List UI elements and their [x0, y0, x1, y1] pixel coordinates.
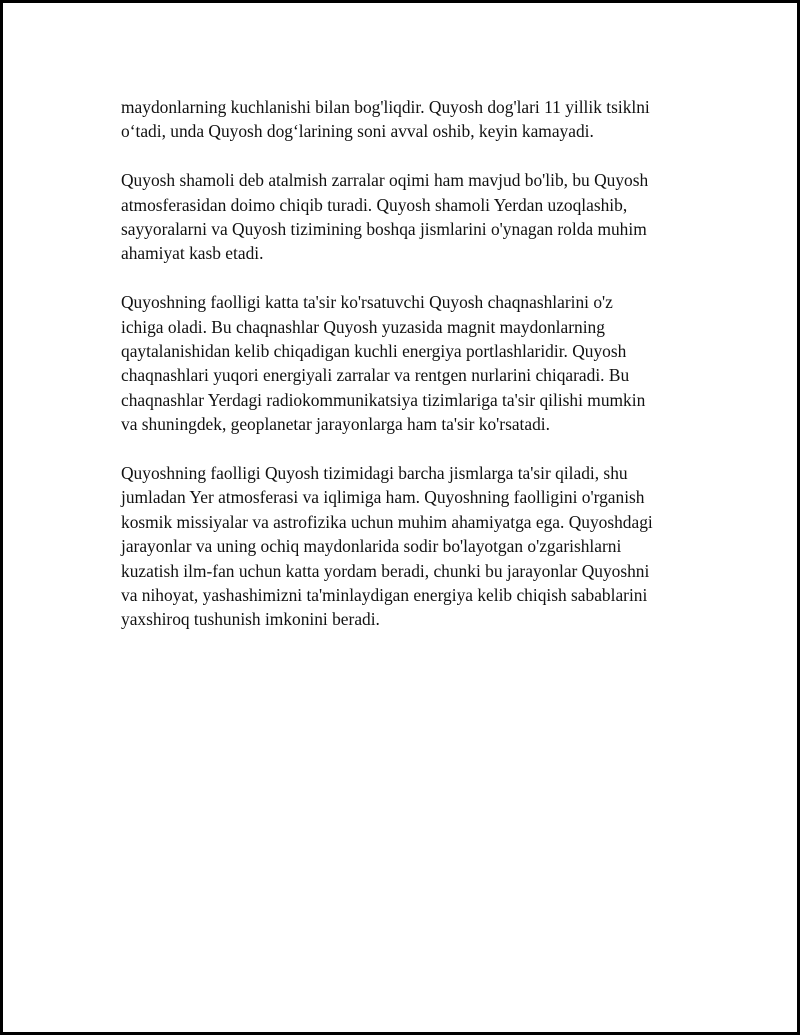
document-body	[121, 95, 701, 656]
paragraph-2	[121, 168, 701, 266]
text-line: va nihoyat, yashashimizni ta'minlaydigan energiya kelib chiqish sabablarini	[121, 585, 648, 606]
text-line: jumladan Yer atmosferasi va iqlimiga ham. Quyoshning faolligini o'rganish	[121, 487, 645, 508]
paragraph-4	[121, 461, 701, 632]
paragraph-1	[121, 95, 701, 144]
text-line: o‘tadi, unda Quyosh dog‘larining soni avval oshib, keyin kamayadi.	[121, 121, 594, 142]
text-line: Quyoshning faolligi katta ta'sir ko'rsatuvchi Quyosh chaqnashlarini o'z	[121, 292, 613, 313]
text-line: sayyoralarni va Quyosh tizimining boshqa jismlarini o'ynagan rolda muhim	[121, 219, 647, 240]
text-line: kosmik missiyalar va astrofizika uchun muhim ahamiyatga ega. Quyoshdagi	[121, 511, 653, 532]
text-line: atmosferasidan doimo chiqib turadi. Quyosh shamoli Yerdan uzoqlashib,	[121, 194, 628, 215]
text-line: qaytalanishidan kelib chiqadigan kuchli energiya portlashlaridir. Quyosh	[121, 341, 627, 362]
text-line: chaqnashlari yuqori energiyali zarralar va rentgen nurlarini chiqaradi. Bu	[121, 365, 630, 386]
text-line: Quyoshning faolligi Quyosh tizimidagi barcha jismlarga ta'sir qiladi, shu	[121, 463, 628, 484]
text-line: jarayonlar va uning ochiq maydonlarida sodir bo'layotgan o'zgarishlarni	[121, 536, 622, 557]
paragraph-3	[121, 290, 701, 436]
text-line: va shuningdek, geoplanetar jarayonlarga ham ta'sir ko'rsatadi.	[121, 414, 550, 435]
text-line: maydonlarning kuchlanishi bilan bog'liqdir. Quyosh dog'lari 11 yillik tsiklni	[121, 97, 650, 117]
text-line: kuzatish ilm-fan uchun katta yordam beradi, chunki bu jarayonlar Quyoshni	[121, 560, 650, 581]
text-line: ichiga oladi. Bu chaqnashlar Quyosh yuzasida magnit maydonlarning	[121, 316, 605, 337]
text-line: Quyosh shamoli deb atalmish zarralar oqimi ham mavjud bo'lib, bu Quyosh	[121, 170, 649, 191]
text-line: ahamiyat kasb etadi.	[121, 243, 264, 264]
text-line: chaqnashlar Yerdagi radiokommunikatsiya tizimlariga ta'sir qilishi mumkin	[121, 389, 646, 410]
text-line: yaxshiroq tushunish imkonini beradi.	[121, 609, 380, 630]
